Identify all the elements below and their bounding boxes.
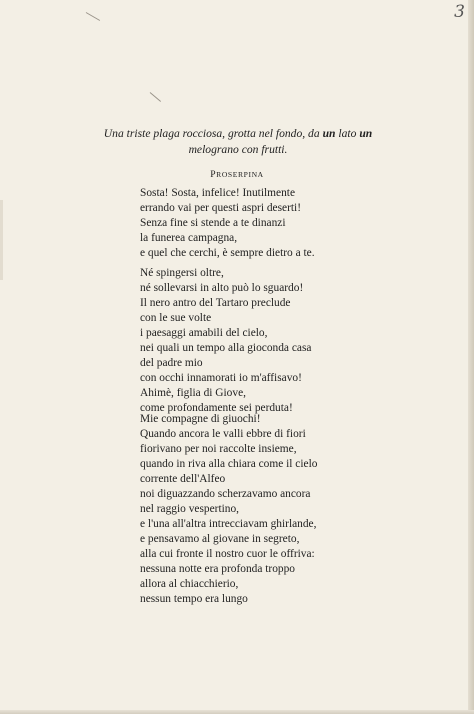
verse-line: Senza fine si stende a te dinanzi [140, 217, 286, 229]
paper-mark [86, 12, 100, 21]
stage-direction-emphasis: un [322, 127, 336, 140]
verse-line: corrente dell'Alfeo [140, 473, 226, 485]
verse-line: Mie compagne di giuochi! [140, 413, 261, 425]
verse-line: nessuna notte era profonda troppo [140, 563, 295, 575]
paper-mark [150, 92, 161, 102]
verse-line: Quando ancora le valli ebbre di fiori [140, 428, 306, 440]
verse-line: né sollevarsi in alto può lo sguardo! [140, 282, 304, 294]
verse-line: i paesaggi amabili del cielo, [140, 327, 268, 339]
verse-line: Il nero antro del Tartaro preclude [140, 297, 291, 309]
stanza-2 [140, 266, 311, 416]
verse-line: la funerea campagna, [140, 232, 238, 244]
page-number: 3 [454, 2, 465, 22]
stage-direction-emphasis: un [359, 127, 373, 140]
verse-line: come profondamente sei perduta! [140, 402, 293, 414]
page-bottom-edge [0, 710, 474, 714]
verse-line: e pensavamo al giovane in segreto, [140, 533, 300, 545]
stage-direction-line-1 [88, 126, 388, 142]
verse-line: con occhi innamorati io m'affisavo! [140, 372, 302, 384]
page-fold-shadow [0, 200, 3, 280]
stanza-1 [140, 186, 315, 261]
stage-direction-line-2: melograno con frutti. [188, 143, 288, 156]
verse-line: noi diguazzando scherzavamo ancora [140, 488, 311, 500]
stage-direction-text: Una triste plaga rocciosa, grotta nel fondo, da [103, 127, 323, 140]
verse-line: allora al chiacchierio, [140, 578, 239, 590]
verse-line: del padre mio [140, 357, 203, 369]
verse-line: nessun tempo era lungo [140, 593, 248, 605]
verse-line: errando vai per questi aspri deserti! [140, 202, 301, 214]
verse-line: Né spingersi oltre, [140, 267, 224, 279]
verse-line: e quel che cerchi, è sempre dietro a te. [140, 247, 315, 259]
speaker-rest: ROSERPINA [216, 170, 264, 179]
verse-line: alla cui fronte il nostro cuor le offriva: [140, 548, 315, 560]
verse-line: nel raggio vespertino, [140, 503, 240, 515]
stage-direction-text: lato [335, 127, 360, 140]
verse-line: Ahimè, figlia di Giove, [140, 387, 246, 399]
verse-line: con le sue volte [140, 312, 212, 324]
stanza-3 [140, 412, 317, 607]
verse-line: fiorivano per noi raccolte insieme, [140, 443, 297, 455]
verse-line: quando in riva alla chiara come il cielo [140, 458, 318, 470]
speaker-initial: P [210, 169, 217, 180]
verse-line: Sosta! Sosta, infelice! Inutilmente [140, 187, 296, 199]
verse-line: e l'una all'altra intrecciavam ghirlande, [140, 518, 317, 530]
verse-line: nei quali un tempo alla gioconda casa [140, 342, 312, 354]
page-edge [468, 0, 474, 714]
speaker-name [0, 169, 474, 180]
stage-direction [88, 126, 388, 158]
